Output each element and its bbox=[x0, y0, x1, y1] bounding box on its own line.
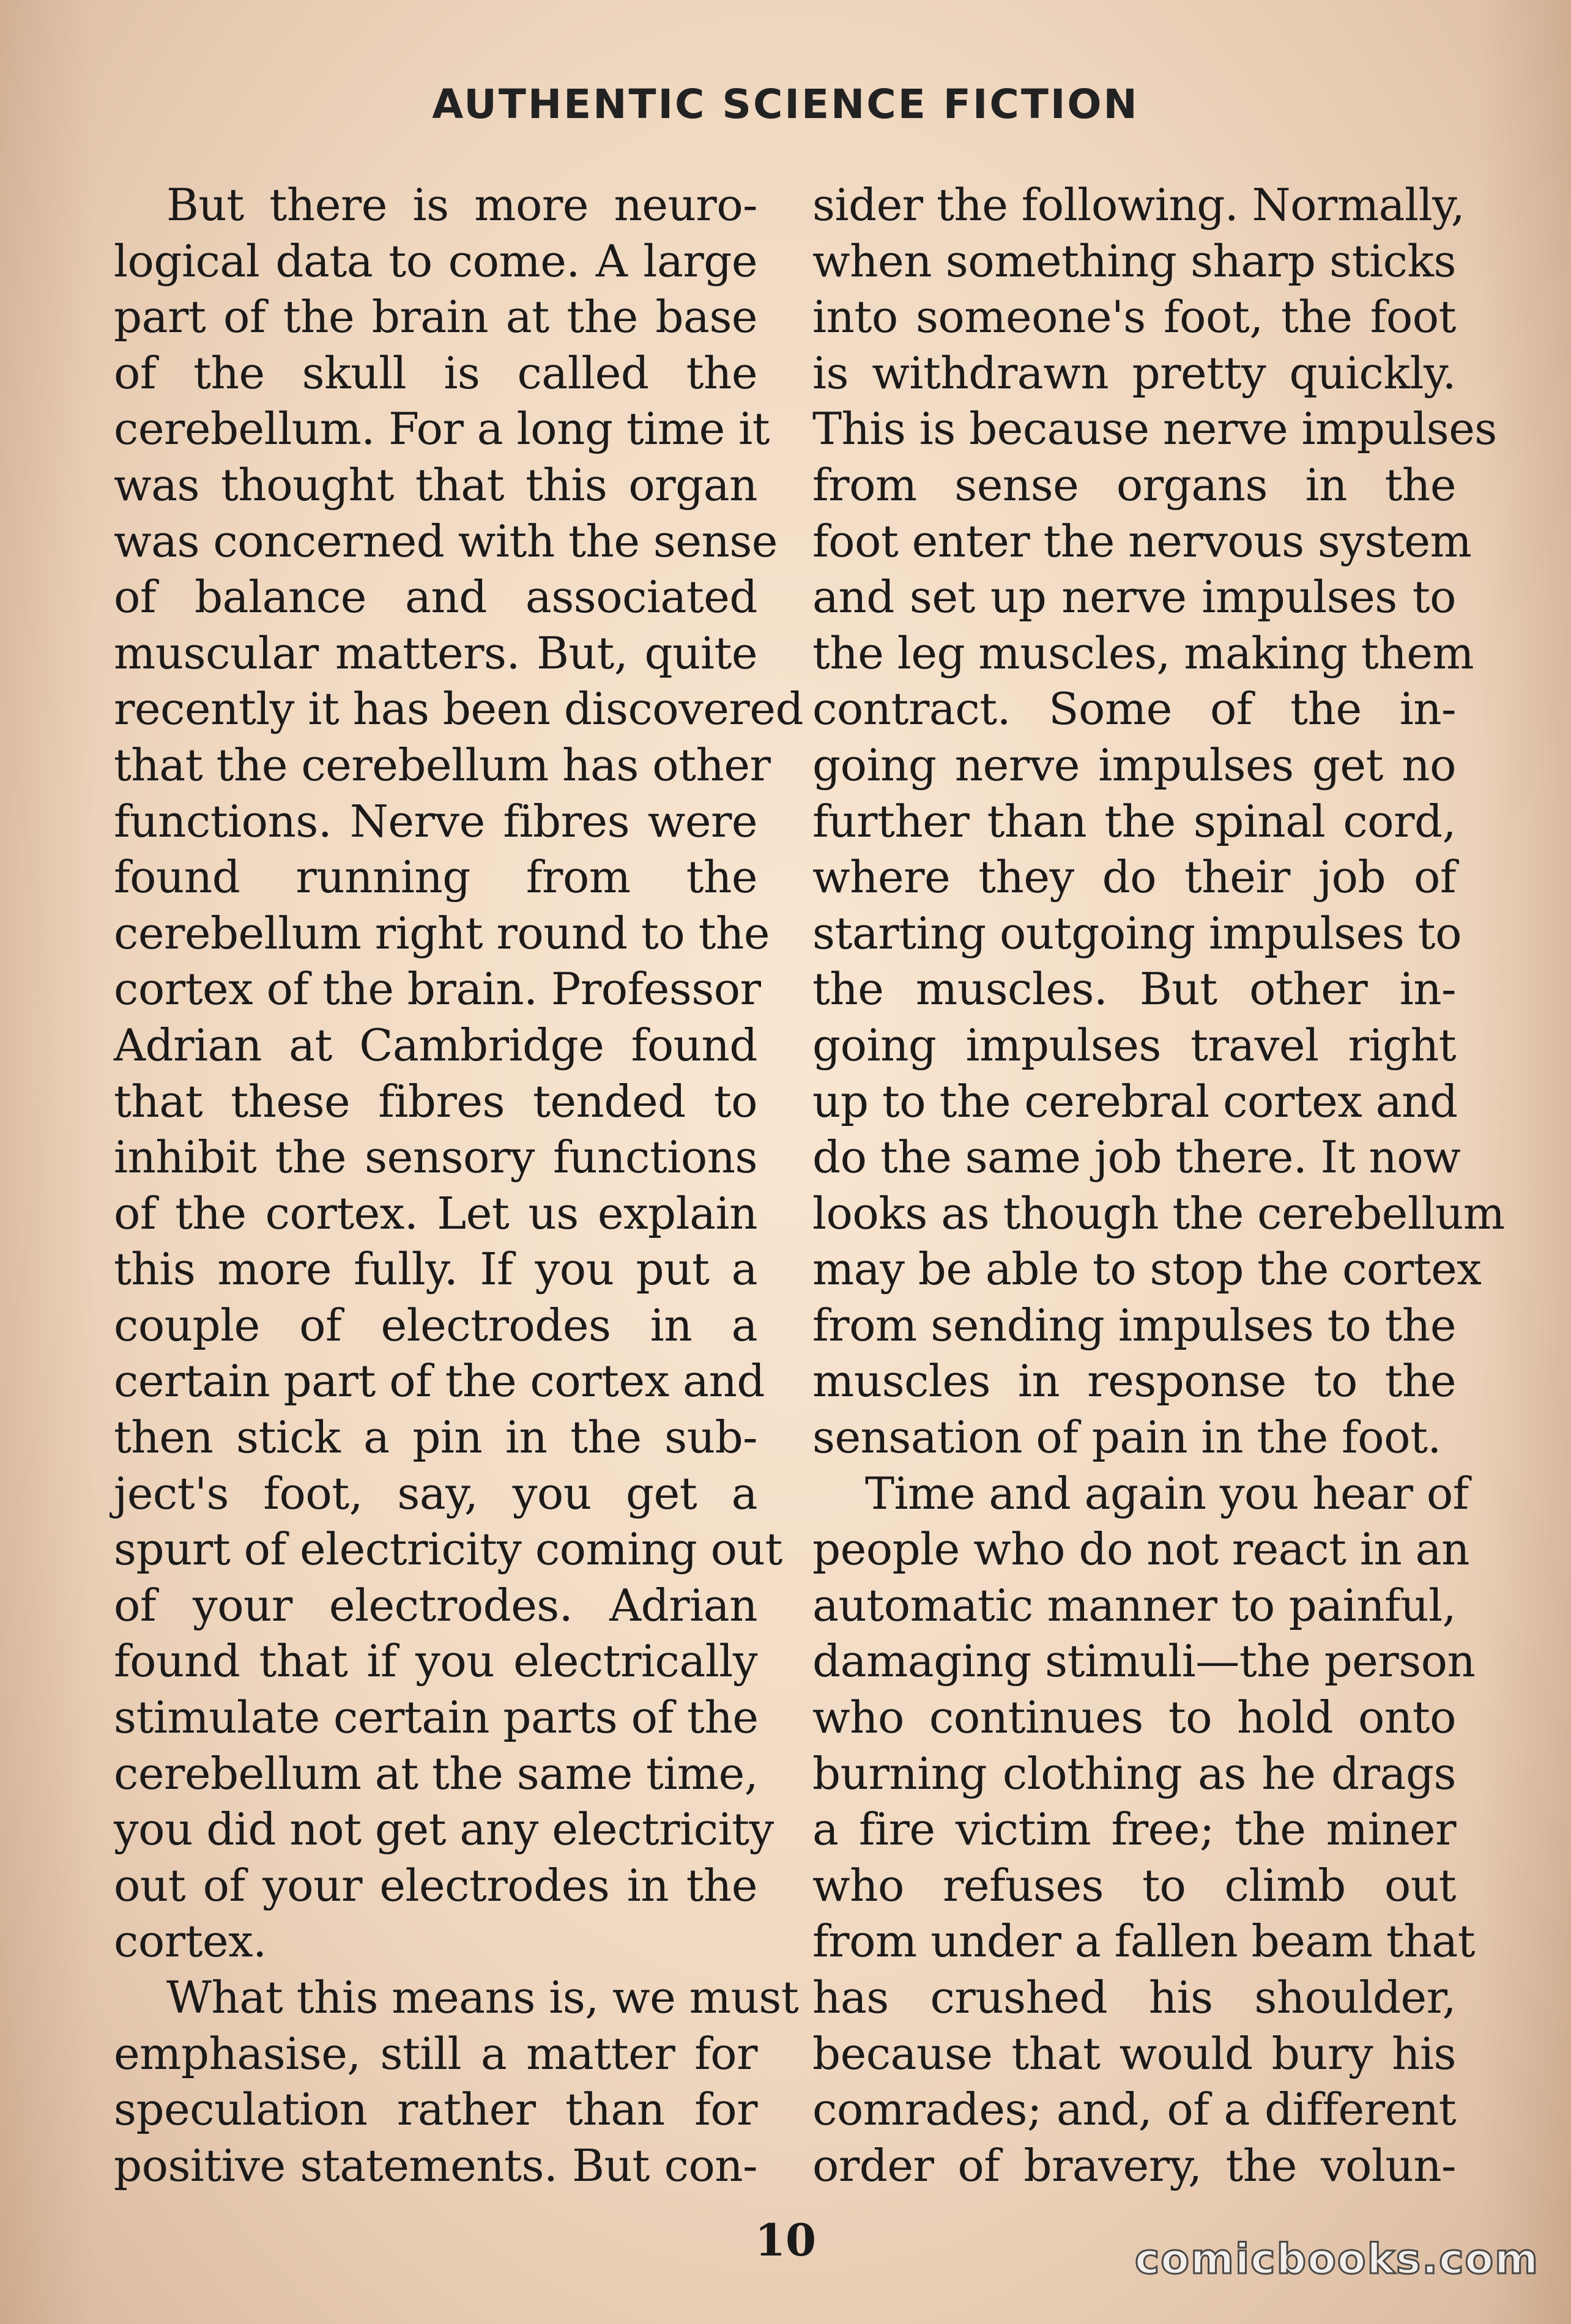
text-line: muscular matters. But, quite bbox=[114, 627, 757, 679]
text-line: going impulses travel right bbox=[812, 1019, 1456, 1071]
text-line: spurt of electricity coming out bbox=[114, 1523, 782, 1575]
text-line: cortex of the brain. Professor bbox=[114, 963, 761, 1015]
watermark: comicbooks.com bbox=[1134, 2235, 1539, 2284]
text-line: order of bravery, the volun- bbox=[812, 2139, 1456, 2191]
text-line: has crushed his shoulder, bbox=[812, 1972, 1456, 2023]
text-line: a fire victim free; the miner bbox=[812, 1804, 1456, 1856]
text-line: is withdrawn pretty quickly. bbox=[812, 347, 1456, 399]
text-line: starting outgoing impulses to bbox=[812, 907, 1461, 959]
text-line: burning clothing as he drags bbox=[812, 1747, 1456, 1799]
text-line: cortex. bbox=[114, 1915, 267, 1967]
text-line: that these fibres tended to bbox=[114, 1075, 757, 1127]
text-line: certain part of the cortex and bbox=[114, 1355, 765, 1407]
text-line: do the same job there. It now bbox=[812, 1131, 1461, 1183]
text-line: was thought that this organ bbox=[114, 459, 757, 511]
text-line: Time and again you hear of bbox=[865, 1467, 1469, 1519]
text-line: then stick a pin in the sub- bbox=[114, 1412, 757, 1464]
text-line: where they do their job of bbox=[812, 851, 1456, 903]
text-line: Adrian at Cambridge found bbox=[114, 1019, 757, 1071]
text-line: going nerve impulses get no bbox=[812, 739, 1456, 791]
text-line: people who do not react in an bbox=[812, 1523, 1469, 1575]
text-line: sensation of pain in the foot. bbox=[812, 1412, 1441, 1464]
text-line: sider the following. Normally, bbox=[812, 179, 1465, 231]
text-line: further than the spinal cord, bbox=[812, 795, 1456, 847]
text-line: who continues to hold onto bbox=[812, 1692, 1456, 1744]
text-line: muscles in response to the bbox=[812, 1355, 1456, 1407]
text-line: contract. Some of the in- bbox=[812, 683, 1456, 735]
text-line: foot enter the nervous system bbox=[812, 515, 1472, 567]
text-line: from under a fallen beam that bbox=[812, 1915, 1476, 1967]
text-line: logical data to come. A large bbox=[114, 235, 757, 287]
text-line: automatic manner to painful, bbox=[812, 1579, 1456, 1631]
text-line: the leg muscles, making them bbox=[812, 627, 1474, 679]
text-line: looks as though the cerebellum bbox=[812, 1187, 1505, 1239]
text-line: comrades; and, of a different bbox=[812, 2084, 1456, 2136]
text-line: when something sharp sticks bbox=[812, 235, 1456, 287]
text-column-left bbox=[114, 177, 804, 2194]
text-line: of balance and associated bbox=[114, 571, 757, 623]
page-number: 10 bbox=[754, 2214, 817, 2266]
text-line: stimulate certain parts of the bbox=[114, 1692, 759, 1744]
text-line: up to the cerebral cortex and bbox=[812, 1075, 1458, 1127]
text-line: This is because nerve impulses bbox=[812, 403, 1497, 455]
text-line: of the skull is called the bbox=[114, 347, 757, 399]
text-line: out of your electrodes in the bbox=[114, 1859, 757, 1911]
text-line: ject's foot, say, you get a bbox=[114, 1467, 757, 1519]
running-head: AUTHENTIC SCIENCE FICTION bbox=[432, 81, 1139, 128]
text-line: But there is more neuro- bbox=[166, 179, 757, 231]
text-line: of the cortex. Let us explain bbox=[114, 1187, 757, 1239]
text-line: into someone's foot, the foot bbox=[812, 291, 1456, 343]
text-line: part of the brain at the base bbox=[114, 291, 757, 343]
text-line: cerebellum at the same time, bbox=[114, 1747, 759, 1799]
text-line: recently it has been discovered bbox=[114, 683, 804, 735]
text-line: from sending impulses to the bbox=[812, 1299, 1456, 1351]
text-line: may be able to stop the cortex bbox=[812, 1243, 1482, 1295]
text-line: damaging stimuli—the person bbox=[812, 1635, 1476, 1687]
text-line: What this means is, we must bbox=[166, 1972, 799, 2023]
text-line: found that if you electrically bbox=[114, 1635, 757, 1687]
text-line: emphasise, still a matter for bbox=[114, 2027, 757, 2079]
text-line: positive statements. But con- bbox=[114, 2139, 757, 2191]
text-line: the muscles. But other in- bbox=[812, 963, 1456, 1015]
text-line: this more fully. If you put a bbox=[114, 1243, 757, 1295]
text-line: inhibit the sensory functions bbox=[114, 1131, 757, 1183]
text-line: couple of electrodes in a bbox=[114, 1299, 757, 1351]
text-column-right bbox=[812, 177, 1505, 2194]
text-line: cerebellum right round to the bbox=[114, 907, 770, 959]
text-line: who refuses to climb out bbox=[812, 1859, 1456, 1911]
text-line: cerebellum. For a long time it bbox=[114, 403, 770, 455]
text-line: and set up nerve impulses to bbox=[812, 571, 1456, 623]
text-line: found running from the bbox=[114, 851, 757, 903]
text-line: of your electrodes. Adrian bbox=[114, 1579, 757, 1631]
text-line: was concerned with the sense bbox=[114, 515, 778, 567]
text-line: functions. Nerve fibres were bbox=[114, 795, 757, 847]
text-line: you did not get any electricity bbox=[114, 1804, 774, 1856]
text-line: that the cerebellum has other bbox=[114, 739, 771, 791]
text-line: because that would bury his bbox=[812, 2027, 1456, 2079]
text-line: speculation rather than for bbox=[114, 2084, 757, 2136]
text-line: from sense organs in the bbox=[812, 459, 1456, 511]
